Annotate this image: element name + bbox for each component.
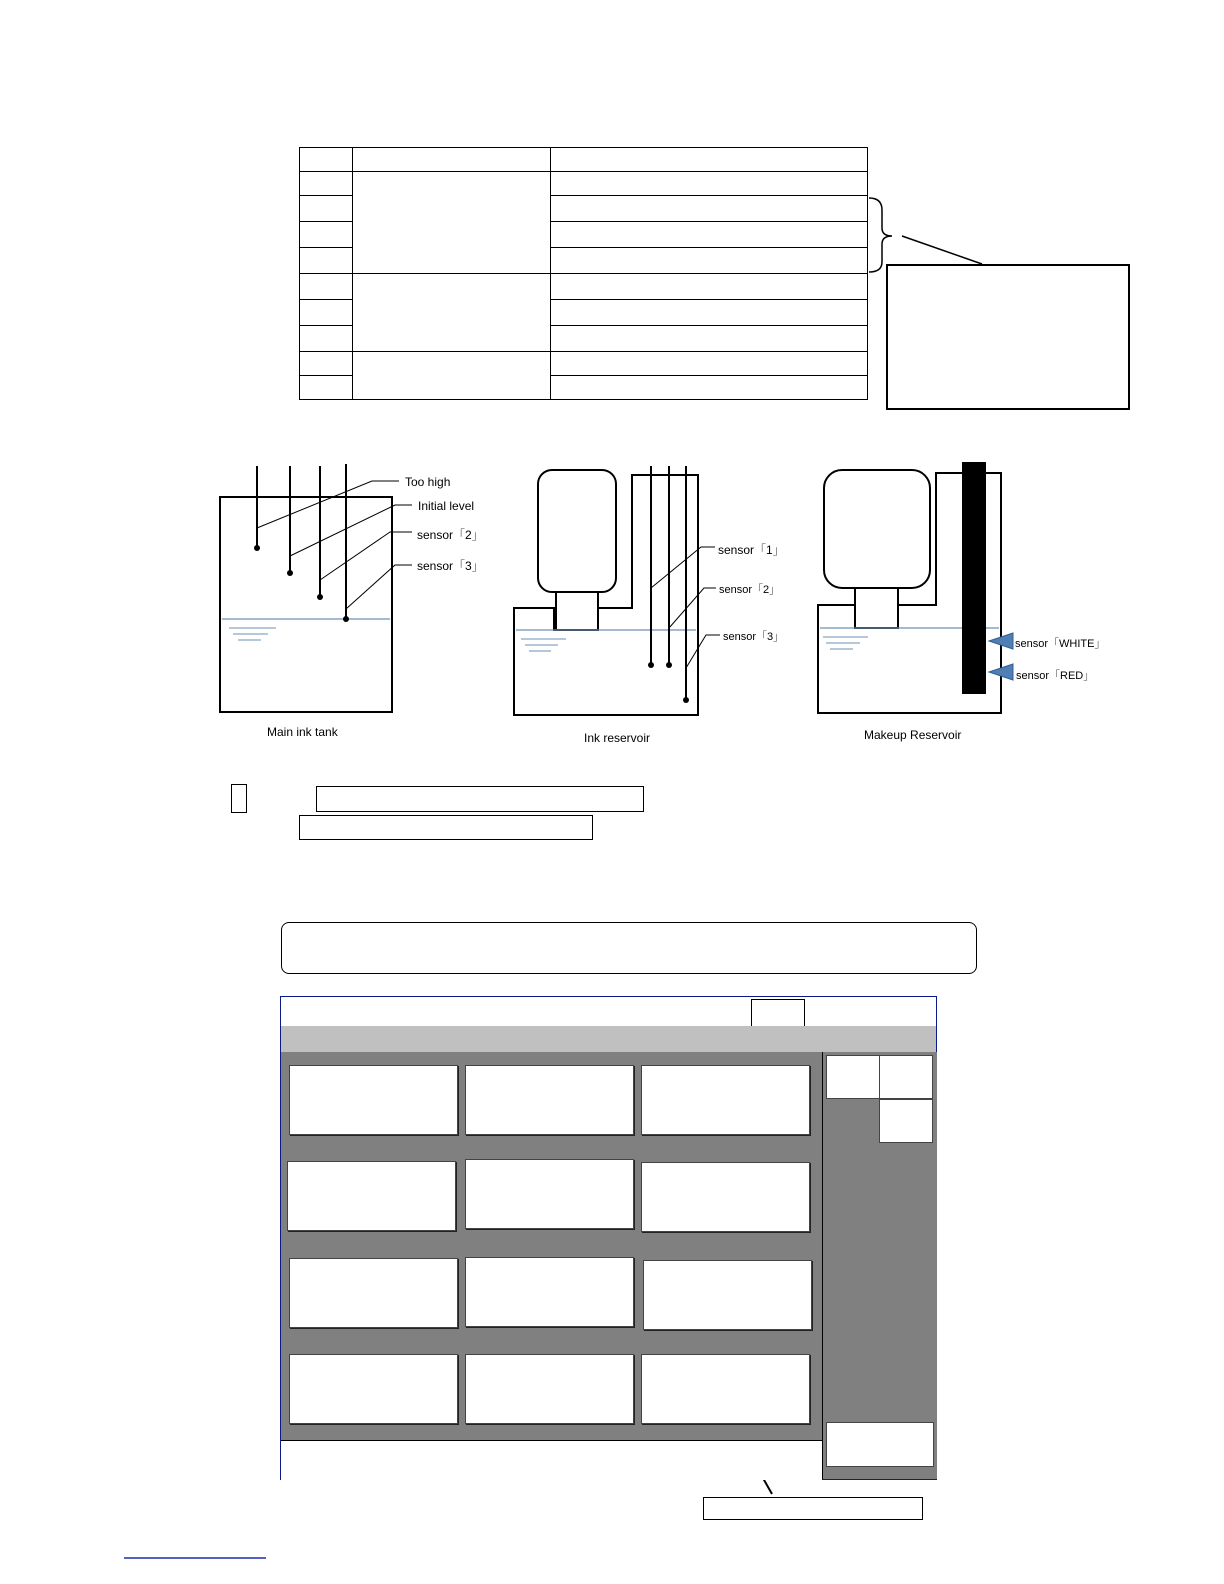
caption-main-ink-tank: Main ink tank [267, 725, 338, 739]
ink-reservoir-drawing [514, 466, 720, 715]
menu-tile[interactable] [641, 1354, 810, 1424]
makeup-reservoir-drawing [818, 462, 1013, 713]
label-reservoir-sensor-1: sensor「1」 [718, 543, 785, 557]
caption-makeup-reservoir: Makeup Reservoir [864, 728, 962, 742]
label-initial-level: Initial level [418, 499, 475, 513]
side-button[interactable] [879, 1099, 933, 1143]
text-placeholder-box [299, 815, 593, 840]
header-button[interactable] [751, 999, 805, 1027]
callout-leader [902, 236, 982, 264]
menu-tile[interactable] [641, 1065, 810, 1135]
label-sensor-red: sensor「RED」 [1016, 670, 1095, 682]
menu-tile[interactable] [287, 1161, 456, 1231]
brace-icon [869, 198, 892, 272]
label-sensor-white: sensor「WHITE」 [1015, 638, 1106, 650]
panel-side-bar [822, 1052, 937, 1479]
message-banner [281, 922, 977, 974]
label-tank-sensor-3: sensor「3」 [417, 559, 484, 573]
label-reservoir-sensor-2: sensor「2」 [719, 584, 781, 596]
operator-panel-screen [280, 996, 937, 1480]
panel-footer [281, 1440, 822, 1480]
menu-tile[interactable] [289, 1258, 458, 1328]
menu-tile[interactable] [465, 1354, 634, 1424]
menu-tile[interactable] [641, 1162, 810, 1232]
side-bottom-button[interactable] [826, 1422, 934, 1467]
main-ink-tank-drawing [220, 464, 412, 712]
menu-tile[interactable] [465, 1257, 634, 1327]
menu-tile[interactable] [289, 1065, 458, 1135]
menu-tile[interactable] [465, 1065, 634, 1135]
checkbox-placeholder [231, 784, 247, 813]
side-button[interactable] [879, 1055, 933, 1099]
label-too-high: Too high [405, 475, 451, 489]
menu-tile[interactable] [289, 1354, 458, 1424]
panel-header [281, 997, 936, 1026]
label-reservoir-sensor-3: sensor「3」 [723, 631, 785, 643]
menu-tile[interactable] [643, 1260, 812, 1330]
side-button[interactable] [826, 1055, 880, 1099]
arrow-target-label-box [703, 1497, 923, 1520]
panel-button-grid [281, 1052, 822, 1440]
caption-ink-reservoir: Ink reservoir [584, 731, 651, 745]
panel-status-strip [281, 1026, 936, 1052]
menu-tile[interactable] [465, 1159, 634, 1229]
text-placeholder-box [316, 786, 644, 812]
label-tank-sensor-2: sensor「2」 [417, 528, 484, 542]
